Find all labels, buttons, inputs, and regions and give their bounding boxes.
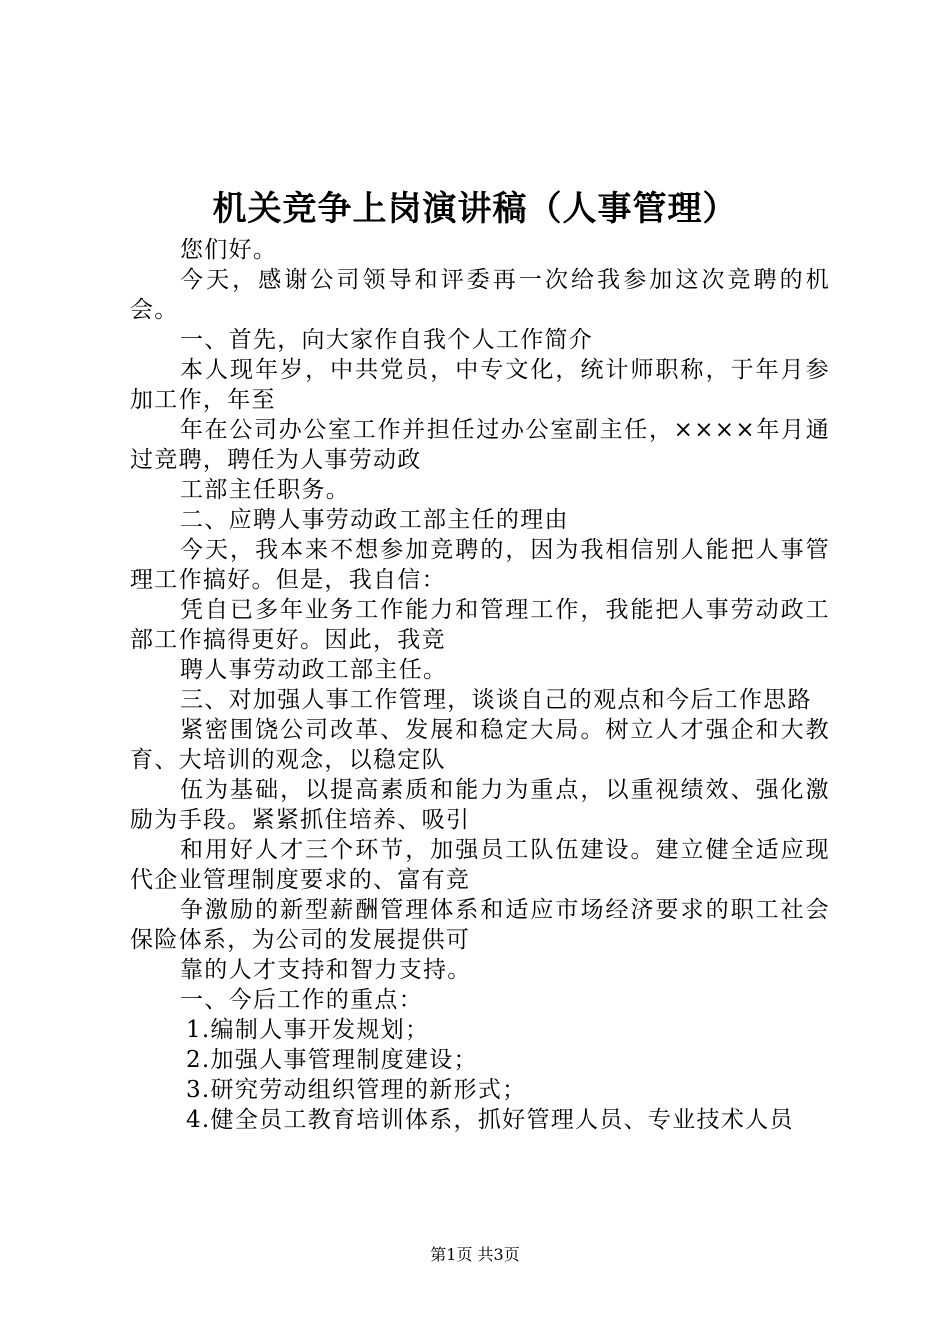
paragraph: 工部主任职务。: [180, 477, 351, 503]
document-body: [130, 235, 830, 1135]
paragraph: 本人现年岁，中共党员，中专文化，统计师职称，于年月参加工作，年至: [130, 357, 830, 413]
paragraph: 靠的人才支持和智力支持。: [180, 957, 472, 983]
paragraph: 一、今后工作的重点：: [180, 987, 423, 1013]
list-item: 3.研究劳动组织管理的新形式；: [186, 1077, 527, 1103]
paragraph: 年在公司办公室工作并担任过办公室副主任，××××年月通过竞聘，聘任为人事劳动政: [130, 417, 830, 473]
document-title: 机关竞争上岗演讲稿（人事管理）: [212, 189, 738, 229]
page-footer: 第1页 共3页: [430, 1245, 520, 1264]
paragraph: 聘人事劳动政工部主任。: [180, 657, 448, 683]
paragraph: 紧密围饶公司改革、发展和稳定大局。树立人才强企和大教育、大培训的观念，以稳定队: [130, 717, 830, 773]
list-item: 2.加强人事管理制度建设；: [186, 1047, 478, 1073]
paragraph: 您们好。: [180, 237, 278, 263]
paragraph: 今天，感谢公司领导和评委再一次给我参加这次竞聘的机会。: [130, 267, 830, 323]
list-item: 1.编制人事开发规划；: [186, 1017, 430, 1043]
paragraph: 伍为基础，以提高素质和能力为重点，以重视绩效、强化激励为手段。紧紧抓住培养、吸引: [130, 777, 830, 833]
list-item: 4.健全员工教育培训体系，抓好管理人员、专业技术人员: [186, 1107, 794, 1133]
paragraph: 和用好人才三个环节，加强员工队伍建设。建立健全适应现代企业管理制度要求的、富有竞: [130, 837, 830, 893]
paragraph: 今天，我本来不想参加竞聘的，因为我相信别人能把人事管理工作搞好。但是，我自信：: [130, 537, 830, 593]
paragraph: 一、首先，向大家作自我个人工作简介: [180, 327, 594, 353]
paragraph: 三、对加强人事工作管理，谈谈自己的观点和今后工作思路: [180, 687, 812, 713]
paragraph: 二、应聘人事劳动政工部主任的理由: [180, 507, 569, 533]
paragraph: 争激励的新型薪酬管理体系和适应市场经济要求的职工社会保险体系，为公司的发展提供可: [130, 897, 830, 953]
paragraph: 凭自已多年业务工作能力和管理工作，我能把人事劳动政工部工作搞得更好。因此，我竞: [130, 597, 830, 653]
